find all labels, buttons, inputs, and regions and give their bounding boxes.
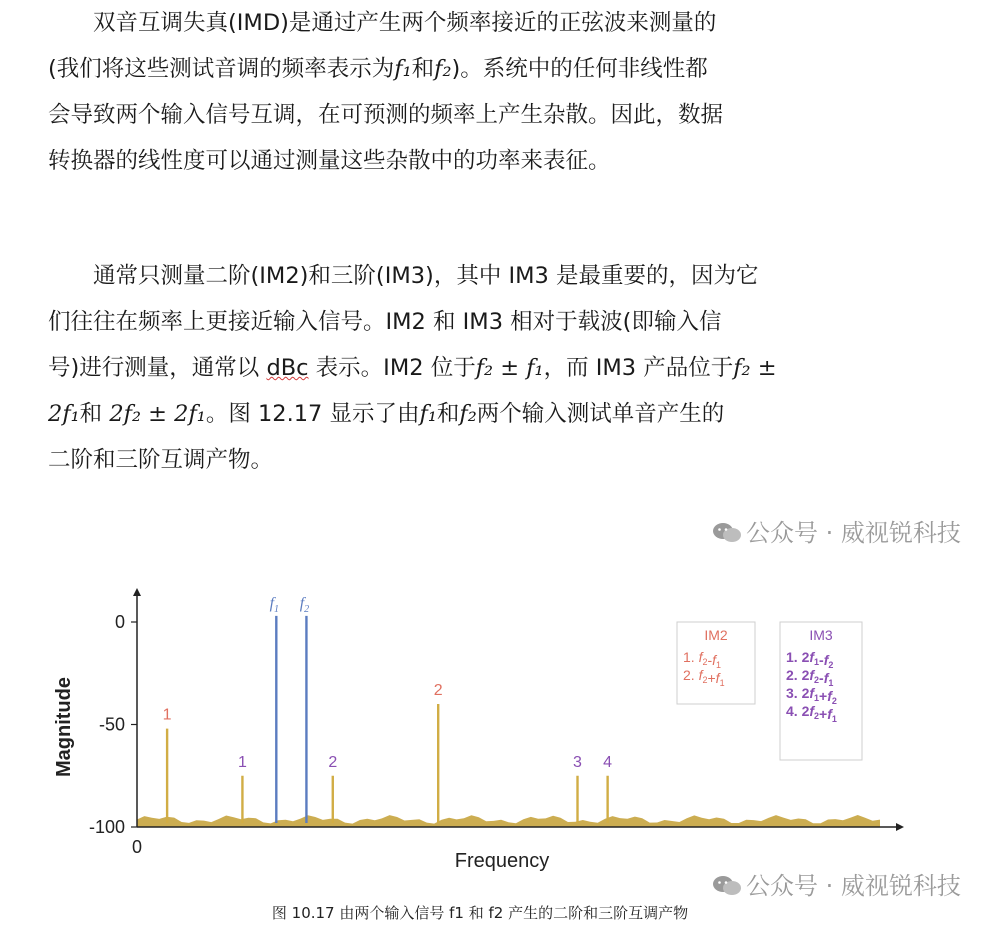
watermark-bottom: 公众号 · 威视锐科技 (712, 866, 961, 901)
y-tick-label: -100 (88, 817, 125, 837)
x-axis-title: Frequency (454, 850, 550, 872)
para2-line-2: 们往往在频率上更接近输入信号。IM2 和 IM3 相对于载波(即输入信 (48, 309, 722, 335)
legend-im3-item: 1. $2f_1-f_2$ (786, 649, 834, 670)
math-f1: f₁ (394, 56, 412, 82)
dbc-term: dBc (266, 355, 309, 381)
para2-line-3: 号)进行测量，通常以 dBc 表示。IM2 位于f₂ ± f₁，而 IM3 产品位于f₂ ± (48, 355, 777, 381)
math-im2-location: f₂ ± f₁ (475, 355, 544, 381)
paragraph-1 (48, 0, 948, 184)
tone-label: $f_2$ (299, 594, 310, 615)
tone-label: 4 (603, 753, 613, 771)
tone-label: 1 (162, 706, 172, 724)
tone-label: 2 (433, 682, 443, 699)
y-axis-title: Magnitude (53, 677, 75, 777)
y-axis-arrow (133, 588, 141, 596)
noise-floor (137, 815, 880, 827)
para1-line-1: 双音互调失真(IMD)是通过产生两个频率接近的正弦波来测量的 (93, 10, 717, 36)
x-axis-arrow (896, 823, 904, 831)
math-im3-location: f₂ ± (733, 355, 777, 381)
tone-label: $f_1$ (269, 594, 280, 615)
legend-im2-title: IM2 (704, 627, 728, 643)
figure-caption: 图 10.17 由两个输入信号 f1 和 f2 产生的二阶和三阶互调产物 (271, 904, 689, 922)
para2-line-5: 二阶和三阶互调产物。 (48, 447, 274, 473)
x-tick-label: 0 (131, 837, 143, 857)
paragraph-2 (48, 253, 948, 483)
legend-im3-title: IM3 (809, 627, 833, 643)
para2-line-1: 通常只测量二阶(IM2)和三阶(IM3)，其中 IM3 是最重要的，因为它 (93, 263, 759, 289)
para1-line-3: 会导致两个输入信号互调，在可预测的频率上产生杂散。因此，数据 (48, 102, 724, 128)
tone-label: 3 (573, 753, 582, 771)
legend-im3-item: 3. $2f_1+f_2$ (786, 685, 837, 706)
y-tick-label: 0 (114, 612, 125, 632)
tone-label: 2 (328, 753, 338, 771)
para2-line-4: 2f₁和 2f₂ ± 2f₁。图 12.17 显示了由f₁和f₂两个输入测试单音产生的 (48, 401, 725, 427)
math-f2: f₂ (434, 56, 452, 82)
y-tick-label: -50 (98, 714, 125, 735)
para1-line-2: (我们将这些测试音调的频率表示为f₁和f₂)。系统中的任何非线性都 (48, 56, 708, 82)
legend-im2-item: 1. $f_2-f_1$ (683, 649, 722, 670)
watermark-top: 公众号 · 威视锐科技 (712, 513, 961, 548)
wechat-icon (712, 522, 742, 544)
tone-label: 1 (237, 753, 247, 771)
para1-line-4: 转换器的线性度可以通过测量这些杂散中的功率来表征。 (48, 148, 611, 174)
legend-im2-item: 2. $f_2+f_1$ (683, 667, 725, 688)
imd-spectrum-chart (40, 582, 920, 894)
legend-im3-item: 4. $2f_2+f_1$ (786, 703, 837, 724)
wechat-icon (712, 875, 742, 897)
legend-im3-item: 2. $2f_2-f_1$ (786, 667, 834, 688)
